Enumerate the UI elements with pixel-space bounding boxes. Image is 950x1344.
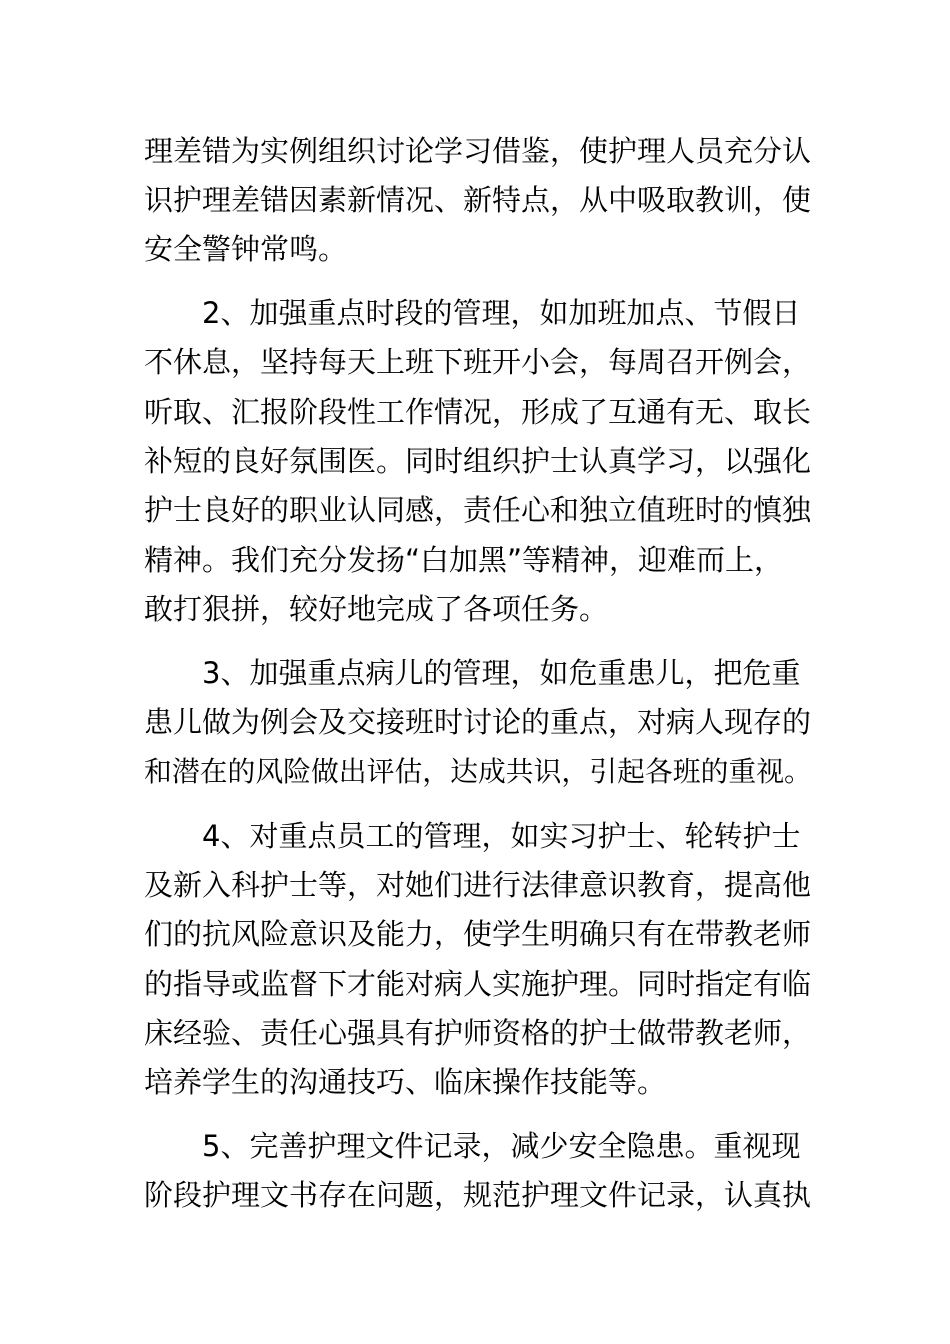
text-line: 和潜在的风险做出评估，达成共识，引起各班的重视。 xyxy=(144,755,812,788)
text-line: 2、加强重点时段的管理，如加班加点、节假日 xyxy=(202,296,801,330)
text-line: 5、完善护理文件记录，减少安全隐患。重视现 xyxy=(202,1129,801,1163)
text-line: 4、对重点员工的管理，如实习护士、轮转护士 xyxy=(202,819,801,853)
text-line: 患儿做为例会及交接班时讨论的重点，对病人现存的 xyxy=(144,705,812,739)
text-line: 护士良好的职业认同感，责任心和独立值班时的慎独 xyxy=(144,493,812,527)
text-line: 精神。我们充分发扬“白加黑”等精神，迎难而上， xyxy=(144,543,784,577)
text-line: 阶段护理文书存在问题，规范护理文件记录，认真执 xyxy=(144,1178,812,1212)
text-line: 床经验、责任心强具有护师资格的护士做带教老师， xyxy=(144,1016,812,1050)
text-line: 理差错为实例组织讨论学习借鉴，使护理人员充分认 xyxy=(144,134,812,168)
text-line: 3、加强重点病儿的管理，如危重患儿，把危重 xyxy=(202,656,801,690)
text-line: 及新入科护士等，对她们进行法律意识教育，提高他 xyxy=(144,868,812,902)
text-line: 识护理差错因素新情况、新特点，从中吸取教训，使 xyxy=(144,183,812,217)
text-line: 培养学生的沟通技巧、临床操作技能等。 xyxy=(144,1065,667,1099)
text-line: 们的抗风险意识及能力，使学生明确只有在带教老师 xyxy=(144,917,812,951)
text-line: 不休息，坚持每天上班下班开小会，每周召开例会， xyxy=(144,345,812,379)
text-line: 听取、汇报阶段性工作情况，形成了互通有无、取长 xyxy=(144,395,812,429)
text-line: 补短的良好氛围医。同时组织护士认真学习，以强化 xyxy=(144,444,812,478)
text-line: 安全警钟常鸣。 xyxy=(144,232,348,266)
text-line: 敢打狠拼，较好地完成了各项任务。 xyxy=(144,592,609,626)
text-line: 的指导或监督下才能对病人实施护理。同时指定有临 xyxy=(144,967,812,1001)
